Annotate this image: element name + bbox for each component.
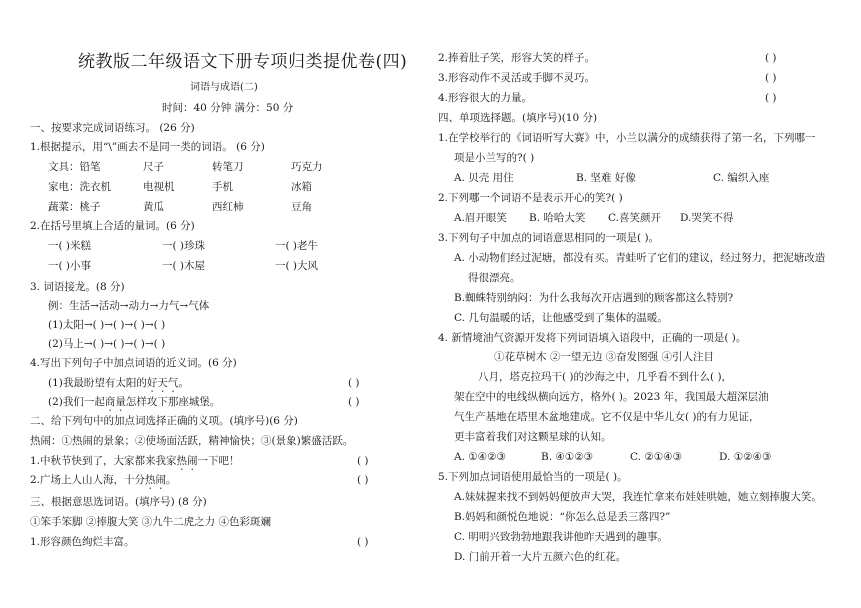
answer-paren[interactable]: ( ) <box>765 92 777 104</box>
mc5-option-c[interactable]: C. 明明兴致勃勃地跟我讲他昨天遇到的趣事。 <box>454 531 668 543</box>
answer-paren[interactable]: ( ) <box>357 455 369 467</box>
mc2-option[interactable]: D.哭笑不得 <box>680 212 734 224</box>
mc1-option[interactable]: C. 编织入座 <box>713 172 770 184</box>
exam-meta: 时间：40 分钟 满分：50 分 <box>162 102 294 114</box>
s3-item-1: 1.形容颜色绚烂丰富。 <box>30 536 135 548</box>
mc4-passage-3: 气生产基地在塔里木盆地建成。它不仅是中华儿女( )的有力见证， <box>454 411 760 423</box>
q1-word: 蔬菜：桃子 <box>48 201 101 213</box>
q3-chain-2[interactable]: (2)马上→( )→( )→( )→( ) <box>48 338 166 350</box>
mc2-stem: 2.下列哪一个词语不是表示开心的笑?( ) <box>438 192 623 204</box>
q4-item-1: (1)我最盼望有太阳的好天气。 <box>48 377 189 389</box>
mc5-option-b[interactable]: B.妈妈和颜悦色地说：“你怎么总是丢三落四?” <box>454 511 671 523</box>
mc1-stem-cont: 项是小兰写的?( ) <box>454 152 535 164</box>
s2-definition: 热闹：①热闹的景象；②使场面活跃，精神愉快；③(景象)繁盛活跃。 <box>30 435 354 447</box>
page-title: 统教版二年级语文下册专项归类提优卷(四) <box>78 52 408 72</box>
mc2-option[interactable]: A.眉开眼笑 <box>454 212 507 224</box>
mc3-option-a-cont: 得很漂亮。 <box>468 272 521 284</box>
mc3-stem: 3.下列句子中加点的词语意思相同的一项是( )。 <box>438 232 660 244</box>
s2-item-2: 2.广场上人山人海，十分热闹。 <box>30 474 177 486</box>
q1-word: 巧克力 <box>291 161 323 173</box>
q1-word: 西红柿 <box>212 201 244 213</box>
q1-prompt: 1.根据提示，用“\”画去不是同一类的词语。 (6 分) <box>30 141 265 153</box>
mc3-option-c[interactable]: C. 几句温暖的话，让他感受到了集体的温暖。 <box>454 312 668 324</box>
mc3-option-b[interactable]: B.蜘蛛特别纳闷：为什么我每次开店遇到的顾客都这么特别? <box>454 292 734 304</box>
q1-word: 尺子 <box>143 161 164 173</box>
q4-prompt: 4.写出下列句子中加点词语的近义词。(6 分) <box>30 357 237 369</box>
q1-word: 豆角 <box>291 201 312 213</box>
s3-options: ①笨手笨脚 ②捧腹大笑 ③九牛二虎之力 ④色彩斑斓 <box>30 516 272 528</box>
q1-word: 手机 <box>212 181 233 193</box>
answer-paren[interactable]: ( ) <box>348 377 360 389</box>
section-1-heading: 一、按要求完成词语练习。 (26 分) <box>30 122 195 134</box>
q2-blank[interactable]: 一( )大风 <box>275 260 319 272</box>
q2-blank[interactable]: 一( )木屋 <box>162 260 206 272</box>
mc5-option-d[interactable]: D. 门前开着一大片五颜六色的红花。 <box>454 551 627 563</box>
s2-item-1: 1.中秋节快到了，大家都来我家热闹一下吧！ <box>30 455 240 467</box>
q1-word: 转笔刀 <box>212 161 244 173</box>
mc4-option[interactable]: C. ②①④③ <box>630 451 682 463</box>
dotted-word: 商量 <box>104 396 126 408</box>
mc4-option[interactable]: A. ①④②③ <box>454 451 506 463</box>
mc4-word-bank: ①花草树木 ②一望无边 ③奋发图强 ④引人注目 <box>494 351 715 363</box>
dotted-word: 热闹 <box>176 455 198 467</box>
q1-word: 电视机 <box>143 181 175 193</box>
q2-blank[interactable]: 一( )小事 <box>48 260 92 272</box>
q3-prompt: 3. 词语接龙。(8 分) <box>30 281 125 293</box>
mc4-passage-1: 八月，塔克拉玛干( )的沙海之中，几乎看不到什么( )， <box>478 371 733 383</box>
q2-prompt: 2.在括号里填上合适的量词。(6 分) <box>30 220 195 232</box>
section-2-heading: 二、给下列句中的加点词选择正确的义项。(填序号)(6 分) <box>30 415 298 427</box>
q1-word: 家电：洗衣机 <box>48 181 111 193</box>
answer-paren[interactable]: ( ) <box>765 72 777 84</box>
mc5-stem: 5.下列加点词语使用最恰当的一项是( )。 <box>438 471 628 483</box>
mc4-option[interactable]: B. ④①②③ <box>541 451 594 463</box>
mc5-option-a[interactable]: A.妹妹握来找不到妈妈便放声大哭，我连忙拿来布娃娃哄她，她立刻捧腹大笑。 <box>454 491 822 503</box>
answer-paren[interactable]: ( ) <box>348 396 360 408</box>
q1-word: 文具：铅笔 <box>48 161 101 173</box>
q1-word: 黄瓜 <box>143 201 164 213</box>
q3-chain-1[interactable]: (1)太阳→( )→( )→( )→( ) <box>48 319 166 331</box>
mc4-passage-4: 更丰富着我们对这颗星球的认知。 <box>454 431 612 443</box>
section-4-heading: 四、单项选择题。(填序号)(10 分) <box>438 112 598 124</box>
mc4-stem: 4. 新情境油气资源开发将下列词语填入语段中，正确的一项是( )。 <box>438 332 747 344</box>
s3-item-3: 3.形容动作不灵活或手脚不灵巧。 <box>438 72 596 84</box>
q2-blank[interactable]: 一( )米糕 <box>48 240 92 252</box>
section-3-heading: 三、根据意思选词语。(填序号) (8 分) <box>30 496 207 508</box>
mc2-option[interactable]: B. 哈哈大笑 <box>529 212 586 224</box>
q2-blank[interactable]: 一( )珍珠 <box>162 240 206 252</box>
q3-example: 例：生活→活动→动力→力气→气体 <box>48 300 210 312</box>
dotted-word: 好天气 <box>146 377 179 389</box>
q1-word: 冰箱 <box>291 181 312 193</box>
mc2-option[interactable]: C.喜笑颜开 <box>608 212 661 224</box>
dotted-word: 热闹 <box>145 474 167 486</box>
answer-paren[interactable]: ( ) <box>765 52 777 64</box>
mc1-option[interactable]: B. 坚难 好像 <box>576 172 636 184</box>
answer-paren[interactable]: ( ) <box>357 474 369 486</box>
q2-blank[interactable]: 一( )老牛 <box>275 240 319 252</box>
q4-item-2: (2)我们一起商量怎样攻下那座城堡。 <box>48 396 221 408</box>
page-subtitle: 词语与成语(二) <box>190 82 258 93</box>
mc4-option[interactable]: D. ①②④③ <box>719 451 772 463</box>
mc1-stem: 1.在学校举行的《词语听写大赛》中，小兰以满分的成绩获得了第一名，下列哪一 <box>438 132 816 144</box>
mc4-passage-2: 架在空中的电线纵横向远方，格外( )。2023 年，我国最大超深层油 <box>454 391 769 403</box>
answer-paren[interactable]: ( ) <box>357 536 369 548</box>
mc1-option[interactable]: A. 贝壳 用住 <box>454 172 514 184</box>
mc3-option-a[interactable]: A. 小动物们经过泥塘，都没有买。青蛙听了它们的建议，经过努力，把泥塘改造 <box>454 252 826 264</box>
s3-item-4: 4.形容很大的力量。 <box>438 92 533 104</box>
s3-item-2: 2.捧着肚子笑，形容大笑的样子。 <box>438 52 596 64</box>
